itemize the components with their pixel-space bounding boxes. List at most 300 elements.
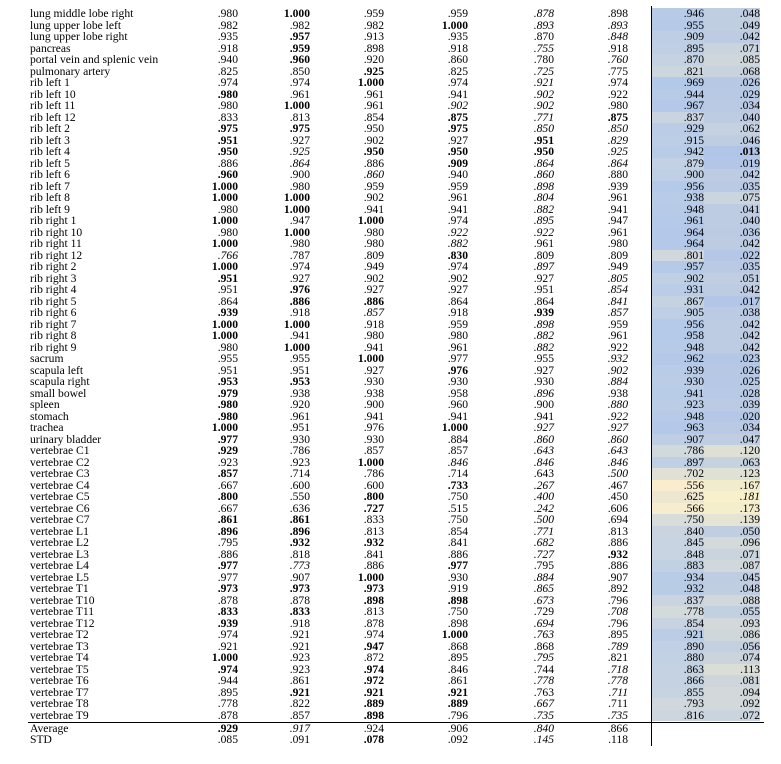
value-cell: .921 (289, 685, 310, 699)
value-cell: .042 (739, 317, 760, 331)
value-cell: .898 (363, 593, 384, 607)
value-cell: .923 (289, 651, 310, 664)
value-cell: .857 (217, 467, 238, 480)
value-cell: .725 (533, 64, 554, 78)
value-cell: .922 (533, 225, 554, 239)
value-cell: .975 (447, 122, 468, 135)
value-cell: .813 (363, 605, 384, 618)
value-cell: .958 (683, 329, 704, 342)
value-cell: .927 (363, 283, 384, 296)
value-cell: .878 (217, 593, 238, 607)
value-cell: .879 (683, 156, 704, 170)
value-cell: .955 (217, 352, 238, 365)
table-row (0, 89, 781, 101)
value-cell: .886 (607, 536, 628, 549)
value-cell: 1.000 (441, 18, 468, 32)
value-cell: .045 (739, 570, 760, 584)
value-cell: .055 (739, 605, 760, 618)
value-cell: .974 (447, 214, 468, 227)
value-cell: .917 (289, 721, 310, 735)
value-cell: .096 (739, 536, 760, 549)
value-cell: .974 (217, 662, 238, 676)
table-row (0, 112, 781, 124)
value-cell: .075 (739, 191, 760, 204)
value-cell: .974 (363, 628, 384, 641)
value-cell: .907 (289, 570, 310, 584)
value-cell: .930 (363, 432, 384, 446)
value-cell: .625 (683, 490, 704, 503)
value-cell: .854 (363, 110, 384, 124)
value-cell: .927 (363, 363, 384, 377)
value-cell: .918 (447, 41, 468, 55)
value-cell: 1.000 (283, 317, 310, 331)
value-cell: .167 (739, 478, 760, 492)
value-cell: .023 (739, 352, 760, 365)
value-cell: .864 (217, 294, 238, 308)
value-cell: .950 (363, 145, 384, 158)
value-cell: .087 (739, 559, 760, 572)
row-label: lung upper lobe left (30, 18, 122, 32)
row-label: rib left 9 (30, 202, 70, 216)
value-cell: .771 (533, 110, 554, 124)
value-cell: .880 (683, 651, 704, 664)
row-label: vertebrae T3 (30, 639, 89, 653)
value-cell: .864 (447, 294, 468, 308)
value-cell: .922 (447, 225, 468, 239)
value-cell: .927 (607, 421, 628, 434)
value-cell: .467 (607, 478, 628, 492)
value-cell: .872 (363, 651, 384, 664)
value-cell: .902 (363, 271, 384, 285)
value-cell: .870 (533, 30, 554, 43)
value-cell: .028 (739, 386, 760, 400)
value-cell: 1.000 (283, 191, 310, 204)
value-cell: .918 (217, 41, 238, 55)
value-cell: .861 (447, 674, 468, 687)
row-label: rib right 10 (30, 225, 83, 239)
value-cell: .735 (607, 708, 628, 722)
value-cell: .868 (533, 639, 554, 653)
value-cell: .711 (608, 697, 628, 710)
value-cell: .809 (607, 248, 628, 262)
value-cell: .982 (363, 18, 384, 32)
table-row (0, 664, 781, 676)
value-cell: .902 (533, 87, 554, 101)
value-cell: .925 (363, 64, 384, 78)
value-cell: .029 (739, 87, 760, 101)
value-cell: .733 (447, 478, 468, 492)
value-cell: .980 (217, 398, 238, 411)
value-cell: .042 (739, 30, 760, 43)
table-row (0, 296, 781, 308)
value-cell: .955 (683, 18, 704, 32)
table-row (0, 192, 781, 204)
value-cell: .898 (447, 593, 468, 607)
value-cell: .980 (217, 202, 238, 216)
value-cell: .958 (447, 386, 468, 400)
value-cell: .977 (217, 559, 238, 572)
value-cell: .974 (289, 76, 310, 89)
value-cell: .809 (363, 248, 384, 262)
value-cell: .841 (363, 547, 384, 561)
value-cell: .963 (683, 421, 704, 434)
value-cell: .729 (533, 605, 554, 618)
row-label: vertebrae C6 (30, 501, 90, 515)
value-cell: .846 (607, 455, 628, 469)
table-row (0, 146, 781, 158)
row-label: trachea (30, 421, 64, 434)
value-cell: .600 (289, 478, 310, 492)
value-cell: .556 (683, 478, 704, 492)
value-cell: .907 (683, 432, 704, 446)
value-cell: .976 (363, 421, 384, 434)
value-cell: .905 (683, 306, 704, 319)
value-cell: .039 (739, 398, 760, 411)
value-cell: .977 (217, 570, 238, 584)
row-label: rib left 11 (30, 99, 76, 112)
value-cell: .939 (533, 306, 554, 319)
row-label: scapula right (30, 375, 90, 388)
value-cell: .094 (739, 685, 760, 699)
value-cell: .975 (289, 122, 310, 135)
row-label: rib right 9 (30, 340, 77, 354)
row-label: rib left 2 (30, 122, 70, 135)
value-cell: .771 (533, 524, 554, 538)
value-cell: 1.000 (211, 191, 238, 204)
value-cell: .727 (533, 547, 554, 561)
row-label: vertebrae C3 (30, 467, 90, 480)
value-cell: .921 (217, 639, 238, 653)
value-cell: .961 (363, 87, 384, 101)
table-row (0, 606, 781, 618)
value-cell: .932 (363, 536, 384, 549)
value-cell: .861 (289, 674, 310, 687)
table-row (0, 215, 781, 227)
value-cell: .922 (607, 409, 628, 423)
value-cell: .892 (607, 582, 628, 595)
value-cell: .825 (447, 64, 468, 78)
value-cell: .921 (533, 76, 554, 89)
value-cell: .918 (447, 306, 468, 319)
value-cell: .902 (447, 99, 468, 112)
value-cell: .938 (683, 191, 704, 204)
value-cell: .020 (739, 409, 760, 423)
value-cell: .948 (683, 409, 704, 423)
value-cell: 1.000 (357, 455, 384, 469)
table-row (0, 77, 781, 89)
value-cell: .667 (533, 697, 554, 710)
value-cell: 1.000 (211, 260, 238, 273)
value-cell: .980 (363, 329, 384, 342)
value-cell: .727 (363, 501, 384, 515)
value-cell: .964 (683, 225, 704, 239)
row-label: vertebrae T4 (30, 651, 89, 664)
value-cell: .900 (363, 398, 384, 411)
value-cell: .793 (683, 697, 704, 710)
value-cell: .953 (217, 375, 238, 388)
value-cell: .961 (363, 99, 384, 112)
value-cell: .957 (683, 260, 704, 273)
value-cell: .566 (683, 501, 704, 515)
value-cell: .951 (217, 271, 238, 285)
value-cell: .973 (363, 582, 384, 595)
value-cell: .755 (533, 41, 554, 55)
value-cell: .930 (683, 375, 704, 388)
value-cell: .960 (217, 168, 238, 181)
value-cell: .975 (217, 122, 238, 135)
value-cell: .935 (447, 30, 468, 43)
value-cell: .941 (533, 409, 554, 423)
value-cell: .766 (217, 248, 238, 262)
value-cell: .780 (533, 53, 554, 66)
value-cell: .946 (683, 7, 704, 20)
row-label: rib right 11 (30, 237, 82, 250)
row-label: vertebrae L2 (30, 536, 89, 549)
value-cell: .972 (363, 674, 384, 687)
value-cell: .930 (289, 432, 310, 446)
value-cell: .026 (739, 363, 760, 377)
value-cell: .959 (447, 317, 468, 331)
table-row (0, 123, 781, 135)
value-cell: .895 (217, 685, 238, 699)
value-cell: .034 (739, 99, 760, 112)
value-cell: .947 (607, 214, 628, 227)
value-cell: .896 (533, 386, 554, 400)
value-cell: .048 (739, 582, 760, 595)
value-cell: .923 (217, 455, 238, 469)
row-label: rib left 4 (30, 145, 70, 158)
row-label: rib left 5 (30, 156, 70, 170)
value-cell: .046 (739, 133, 760, 147)
value-cell: .805 (607, 271, 628, 285)
value-cell: .961 (533, 237, 554, 250)
value-cell: .886 (217, 547, 238, 561)
value-cell: .778 (607, 674, 628, 687)
value-cell: .829 (607, 133, 628, 147)
value-cell: .050 (739, 524, 760, 538)
value-cell: .145 (533, 733, 554, 747)
value-cell: .848 (683, 547, 704, 561)
value-cell: .902 (447, 271, 468, 285)
value-cell: 1.000 (357, 214, 384, 227)
value-cell: .886 (363, 294, 384, 308)
value-cell: .938 (363, 386, 384, 400)
value-cell: .884 (607, 375, 628, 388)
table-row (0, 353, 781, 365)
row-label: vertebrae T12 (30, 616, 95, 630)
row-label: vertebrae C7 (30, 513, 90, 526)
value-cell: .896 (217, 524, 238, 538)
value-cell: .708 (607, 605, 628, 618)
value-cell: .939 (217, 306, 238, 319)
table-row (0, 595, 781, 607)
value-cell: .915 (683, 133, 704, 147)
value-cell: .850 (607, 122, 628, 135)
row-label: rib right 7 (30, 317, 77, 331)
table-row (0, 583, 781, 595)
value-cell: .929 (217, 721, 238, 735)
table-row (0, 411, 781, 423)
value-cell: .973 (289, 582, 310, 595)
value-cell: 1.000 (441, 628, 468, 641)
row-label: vertebrae T1 (30, 582, 89, 595)
row-label: vertebrae L5 (30, 570, 89, 584)
value-cell: .961 (447, 191, 468, 204)
value-cell: .181 (739, 490, 760, 503)
value-cell: .025 (739, 375, 760, 388)
value-cell: 1.000 (211, 421, 238, 434)
value-cell: .846 (533, 455, 554, 469)
value-cell: .860 (447, 53, 468, 66)
value-cell: .980 (217, 225, 238, 239)
value-cell: .072 (739, 708, 760, 722)
value-cell: .909 (447, 156, 468, 170)
value-cell: .932 (289, 536, 310, 549)
value-cell: .667 (217, 501, 238, 515)
value-cell: .969 (683, 76, 704, 89)
row-label: vertebrae T5 (30, 662, 89, 676)
value-cell: .875 (607, 110, 628, 124)
value-cell: .940 (217, 53, 238, 66)
row-label: vertebrae C4 (30, 478, 90, 492)
value-cell: .927 (533, 421, 554, 434)
value-cell: .035 (739, 260, 760, 273)
value-cell: .773 (289, 559, 310, 572)
value-cell: .017 (739, 294, 760, 308)
value-cell: .902 (533, 99, 554, 112)
value-cell: .778 (217, 697, 238, 710)
value-cell: .870 (683, 53, 704, 66)
value-cell: .977 (447, 352, 468, 365)
value-cell: .886 (363, 156, 384, 170)
value-cell: .786 (683, 444, 704, 457)
table-row (0, 514, 781, 526)
value-cell: .673 (533, 593, 554, 607)
value-cell: .889 (363, 697, 384, 710)
value-cell: .886 (289, 294, 310, 308)
value-cell: .846 (447, 455, 468, 469)
value-cell: 1.000 (211, 317, 238, 331)
table-row (0, 273, 781, 285)
row-label: rib right 3 (30, 271, 77, 285)
value-cell: .796 (607, 616, 628, 630)
value-cell: .840 (683, 524, 704, 538)
value-cell: .091 (289, 733, 310, 747)
value-cell: .711 (608, 685, 628, 699)
value-cell: .950 (447, 145, 468, 158)
value-cell: .921 (289, 639, 310, 653)
value-cell: .976 (289, 283, 310, 296)
value-cell: .884 (533, 570, 554, 584)
table-row (0, 238, 781, 250)
value-cell: .840 (533, 721, 554, 735)
value-cell: .775 (607, 64, 628, 78)
value-cell: 1.000 (283, 202, 310, 216)
value-cell: .980 (607, 99, 628, 112)
table-row (0, 652, 781, 664)
table-row (0, 319, 781, 331)
value-cell: .980 (289, 179, 310, 193)
value-cell: .515 (447, 501, 468, 515)
value-cell: .953 (289, 375, 310, 388)
table-row (0, 330, 781, 342)
value-cell: .694 (533, 616, 554, 630)
value-cell: .980 (363, 237, 384, 250)
summary-row (0, 723, 781, 735)
value-cell: .930 (447, 570, 468, 584)
value-cell: .927 (289, 271, 310, 285)
value-cell: .918 (289, 616, 310, 630)
value-cell: .886 (447, 547, 468, 561)
table-row (0, 8, 781, 20)
value-cell: .042 (739, 168, 760, 181)
table-row (0, 284, 781, 296)
value-cell: .974 (217, 628, 238, 641)
value-cell: .042 (739, 237, 760, 250)
value-cell: .927 (289, 133, 310, 147)
value-cell: .959 (363, 7, 384, 20)
value-cell: .864 (607, 156, 628, 170)
value-cell: .951 (217, 133, 238, 147)
value-cell: 1.000 (441, 421, 468, 434)
row-label: rib left 1 (30, 76, 70, 89)
value-cell: .841 (447, 536, 468, 549)
value-cell: .875 (447, 110, 468, 124)
table-row (0, 399, 781, 411)
value-cell: .868 (447, 639, 468, 653)
table-row (0, 491, 781, 503)
value-cell: .013 (739, 145, 760, 158)
value-cell: .960 (447, 398, 468, 411)
value-cell: .789 (607, 639, 628, 653)
value-cell: .927 (533, 271, 554, 285)
value-cell: .085 (739, 53, 760, 66)
value-cell: .941 (447, 409, 468, 423)
value-cell: .951 (289, 421, 310, 434)
value-cell: .813 (363, 524, 384, 538)
value-cell: .941 (363, 409, 384, 423)
value-cell: .825 (217, 64, 238, 78)
row-label: rib right 5 (30, 294, 77, 308)
value-cell: .950 (363, 122, 384, 135)
value-cell: .941 (363, 340, 384, 354)
value-cell: .763 (533, 628, 554, 641)
value-cell: .923 (683, 398, 704, 411)
value-cell: .833 (363, 513, 384, 526)
value-cell: .947 (363, 639, 384, 653)
value-cell: .934 (683, 570, 704, 584)
value-cell: .967 (683, 99, 704, 112)
value-cell: .974 (447, 260, 468, 273)
value-cell: .078 (363, 733, 384, 747)
value-cell: .951 (289, 363, 310, 377)
value-cell: .882 (533, 329, 554, 342)
value-cell: .900 (683, 168, 704, 181)
value-cell: .977 (217, 432, 238, 446)
value-cell: .941 (607, 202, 628, 216)
value-cell: .921 (447, 685, 468, 699)
value-cell: .880 (607, 398, 628, 411)
value-cell: .795 (533, 559, 554, 572)
value-cell: .864 (289, 156, 310, 170)
value-cell: .118 (608, 733, 628, 747)
value-cell: .932 (607, 352, 628, 365)
value-cell: .889 (447, 697, 468, 710)
table-row (0, 549, 781, 561)
value-cell: .796 (607, 593, 628, 607)
value-cell: .886 (217, 156, 238, 170)
value-cell: .929 (683, 122, 704, 135)
